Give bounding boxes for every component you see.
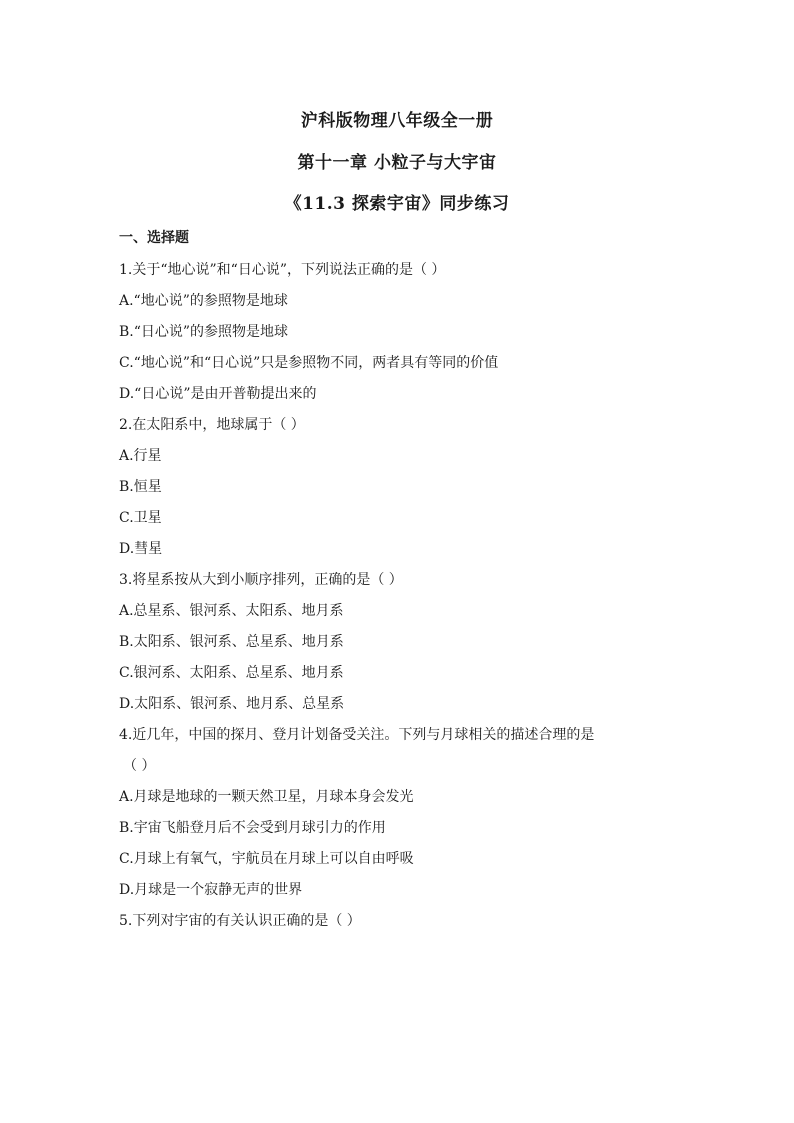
option-a: A.“地心说”的参照物是地球	[119, 293, 288, 309]
question-stem: 3.将星系按从大到小顺序排列，正确的是（ ）	[119, 572, 403, 588]
question-stem: 5.下列对宇宙的有关认识正确的是（ ）	[119, 913, 361, 929]
option-d: D.“日心说”是由开普勒提出来的	[119, 386, 317, 402]
option-d: D.月球是一个寂静无声的世界	[119, 882, 303, 898]
option-c: C.银河系、太阳系、总星系、地月系	[119, 665, 344, 681]
lesson-title: 《11.3 探索宇宙》同步练习	[284, 194, 510, 214]
option-c: C.月球上有氧气，宇航员在月球上可以自由呼吸	[119, 851, 414, 867]
section-heading: 一、选择题	[119, 230, 189, 246]
option-c: C.“地心说”和“日心说”只是参照物不同，两者具有等同的价值	[119, 355, 499, 371]
option-b: B.“日心说”的参照物是地球	[119, 324, 289, 340]
question-list	[119, 255, 679, 937]
question-stem: 1.关于“地心说”和“日心说”，下列说法正确的是（ ）	[119, 262, 446, 278]
option-b: B.恒星	[119, 479, 162, 495]
option-b: B.太阳系、银河系、总星系、地月系	[119, 634, 344, 650]
question-stem-continuation: （ ）	[123, 758, 156, 774]
option-a: A.月球是地球的一颗天然卫星，月球本身会发光	[119, 789, 414, 805]
option-a: A.行星	[119, 448, 162, 464]
option-b: B.宇宙飞船登月后不会受到月球引力的作用	[119, 820, 386, 836]
question-stem: 4.近几年，中国的探月、登月计划备受关注。下列与月球相关的描述合理的是	[119, 727, 595, 743]
book-title: 沪科版物理八年级全一册	[300, 111, 494, 131]
option-a: A.总星系、银河系、太阳系、地月系	[119, 603, 344, 619]
option-c: C.卫星	[119, 510, 162, 526]
chapter-title: 第十一章 小粒子与大宇宙	[297, 153, 497, 173]
option-d: D.太阳系、银河系、地月系、总星系	[119, 696, 345, 712]
option-d: D.彗星	[119, 541, 163, 557]
question-stem: 2.在太阳系中，地球属于（ ）	[119, 417, 305, 433]
